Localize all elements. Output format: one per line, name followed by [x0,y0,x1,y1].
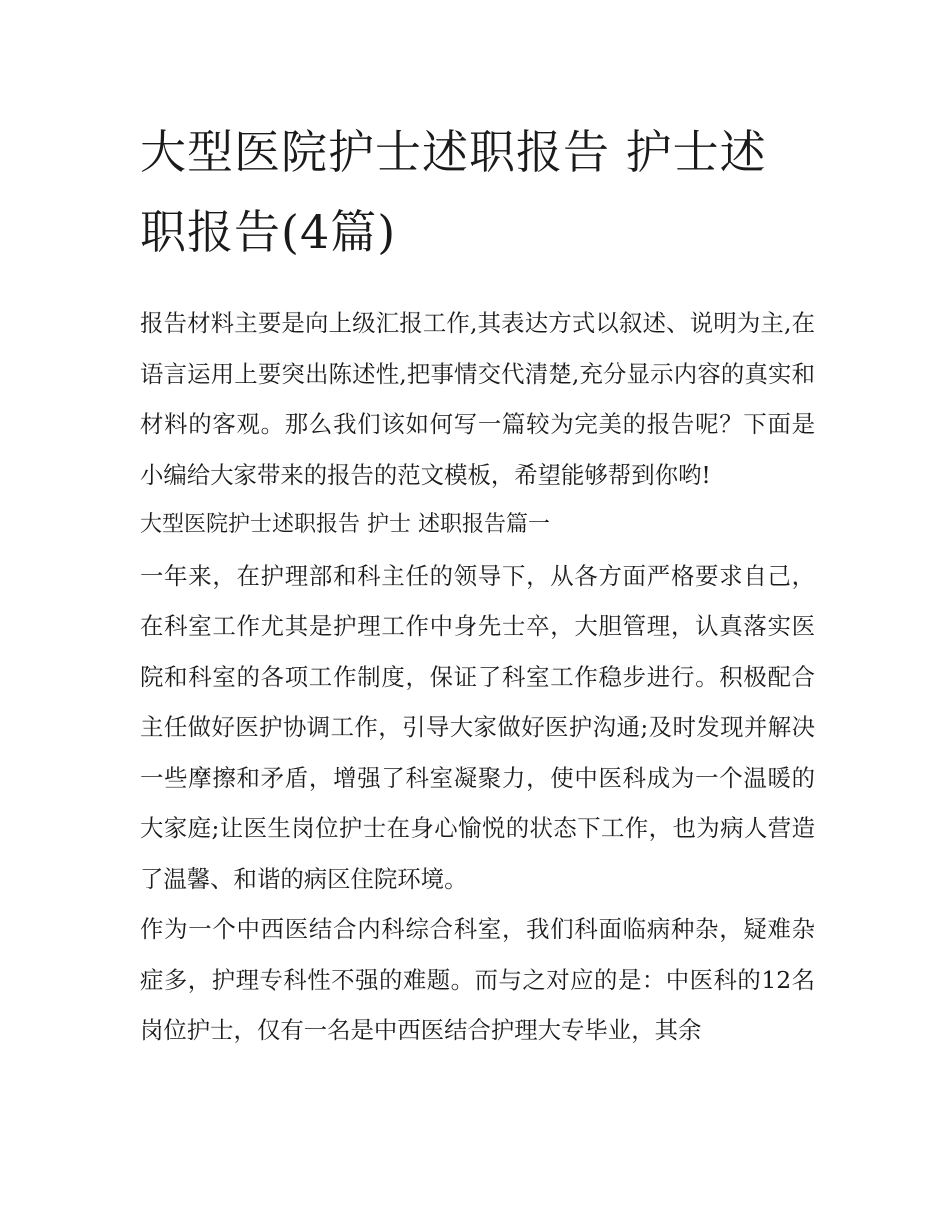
body-paragraph-1: 一年来，在护理部和科主任的领导下，从各方面严格要求自己，在科室工作尤其是护理工作中身先士卒，大胆管理，认真落实医院和科室的各项工作制度，保证了科室工作稳步进行。积极配合主任做好医护协调工作，引导大家做好医护沟通;及时发现并解决一些摩擦和矛盾，增强了科室凝聚力，使中医科成为一个温暖的大家庭;让医生岗位护士在身心愉悦的状态下工作，也为病人营造了温馨、和谐的病区住院环境。 [140,561,815,893]
document-title: 大型医院护士述职报告 护士述职报告(4篇) [140,125,767,259]
section-heading: 大型医院护士述职报告 护士 述职报告篇一 [140,512,550,537]
body-paragraph-2: 作为一个中西医结合内科综合科室，我们科面临病种杂，疑难杂症多，护理专科性不强的难题。而与之对应的是：中医科的12名岗位护士，仅有一名是中西医结合护理大专毕业，其余 [140,915,815,1044]
intro-paragraph: 报告材料主要是向上级汇报工作,其表达方式以叙述、说明为主,在语言运用上要突出陈述性,把事情交代清楚,充分显示内容的真实和材料的客观。那么我们该如何写一篇较为完美的报告呢？下面是小编给大家带来的报告的范文模板，希望能够帮到你哟! [140,309,815,489]
document-body [140,112,815,1056]
